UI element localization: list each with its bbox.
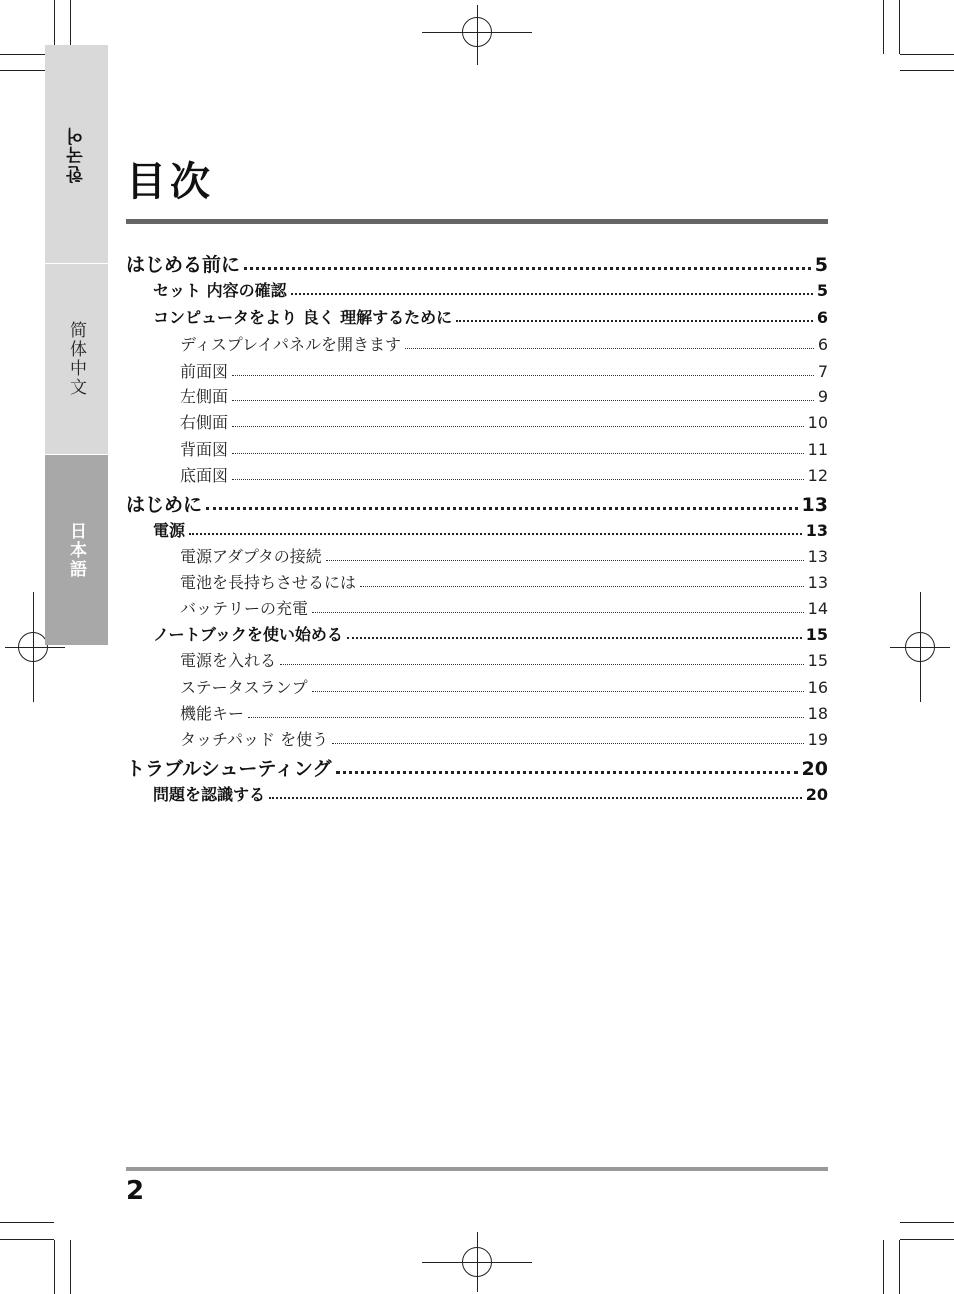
toc-entry-page: 9 bbox=[817, 387, 828, 406]
toc-entry[interactable] bbox=[126, 463, 828, 486]
toc-entry[interactable] bbox=[126, 437, 828, 460]
toc-entry-page: 13 bbox=[805, 521, 828, 540]
dot-leader bbox=[232, 479, 804, 480]
toc-entry[interactable] bbox=[126, 754, 828, 781]
toc-entry-label: 右側面 bbox=[180, 413, 229, 432]
toc-entry-label: バッテリーの充電 bbox=[180, 599, 309, 618]
dot-leader bbox=[244, 267, 811, 270]
toc-entry-page: 12 bbox=[807, 466, 828, 485]
dot-leader bbox=[312, 691, 804, 692]
dot-leader bbox=[206, 507, 798, 510]
tab-chinese[interactable] bbox=[45, 264, 108, 454]
toc-entry[interactable] bbox=[126, 490, 828, 517]
tab-korean-label: 한국어 bbox=[67, 125, 87, 183]
dot-leader bbox=[189, 533, 802, 535]
toc-entry[interactable] bbox=[126, 250, 828, 277]
dot-leader bbox=[232, 400, 814, 401]
dot-leader bbox=[332, 743, 804, 744]
tab-korean[interactable] bbox=[45, 45, 108, 263]
tab-japanese[interactable] bbox=[45, 455, 108, 645]
toc-entry-page: 16 bbox=[807, 678, 828, 697]
page-number: 2 bbox=[126, 1176, 145, 1206]
toc-entry-label: 電源 bbox=[153, 521, 186, 540]
page-title: 目次 bbox=[126, 159, 214, 205]
toc-entry[interactable] bbox=[126, 410, 828, 433]
toc-entry-page: 11 bbox=[807, 440, 828, 459]
dot-leader bbox=[280, 664, 804, 665]
tab-chinese-label: 简体中文 bbox=[66, 321, 86, 397]
tab-japanese-label: 日本語 bbox=[66, 521, 86, 579]
dot-leader bbox=[232, 375, 814, 376]
toc-entry[interactable] bbox=[126, 727, 828, 750]
toc-entry[interactable] bbox=[126, 544, 828, 567]
dot-leader bbox=[291, 293, 813, 295]
toc-entry-label: 電池を長持ちさせるには bbox=[180, 573, 357, 592]
toc-entry-label: 背面図 bbox=[180, 440, 229, 459]
toc-entry-page: 20 bbox=[805, 785, 828, 804]
dot-leader bbox=[312, 612, 804, 613]
toc-entry-page: 20 bbox=[801, 758, 828, 780]
toc-entry[interactable] bbox=[126, 596, 828, 619]
footer-divider bbox=[126, 1167, 828, 1171]
toc-entry-page: 15 bbox=[807, 651, 828, 670]
toc-entry-page: 19 bbox=[807, 730, 828, 749]
dot-leader bbox=[232, 453, 804, 454]
dot-leader bbox=[248, 717, 804, 718]
toc-entry-label: 電源を入れる bbox=[180, 651, 277, 670]
toc-entry-label: はじめに bbox=[126, 494, 203, 516]
toc-entry-label: 前面図 bbox=[180, 362, 229, 381]
toc-entry-page: 6 bbox=[816, 308, 828, 327]
toc-entry[interactable] bbox=[126, 648, 828, 671]
dot-leader bbox=[269, 797, 802, 799]
dot-leader bbox=[347, 637, 802, 639]
toc-entry[interactable] bbox=[126, 518, 828, 541]
title-divider bbox=[126, 219, 828, 224]
toc-entry[interactable] bbox=[126, 622, 828, 645]
toc-entry-page: 10 bbox=[807, 413, 828, 432]
toc-entry[interactable] bbox=[126, 305, 828, 328]
toc-entry-label: コンピュータをより 良く 理解するために bbox=[153, 308, 453, 327]
toc-entry[interactable] bbox=[126, 782, 828, 805]
toc-entry[interactable] bbox=[126, 570, 828, 593]
toc-entry-page: 6 bbox=[817, 335, 828, 354]
toc-entry-label: 左側面 bbox=[180, 387, 229, 406]
toc-entry-label: トラブルシューティング bbox=[126, 758, 332, 780]
toc-entry-page: 5 bbox=[816, 281, 828, 300]
toc-entry-label: はじめる前に bbox=[126, 254, 241, 276]
toc-entry[interactable] bbox=[126, 359, 828, 382]
toc-entry-page: 15 bbox=[805, 625, 828, 644]
toc-entry-page: 13 bbox=[807, 573, 828, 592]
toc-entry-label: 機能キー bbox=[180, 704, 245, 723]
toc-entry-page: 5 bbox=[814, 254, 828, 276]
dot-leader bbox=[336, 771, 798, 774]
toc-entry-page: 18 bbox=[807, 704, 828, 723]
toc-entry[interactable] bbox=[126, 701, 828, 724]
toc-entry-label: ノートブックを使い始める bbox=[153, 625, 343, 644]
toc-entry-label: 問題を認識する bbox=[153, 785, 266, 804]
dot-leader bbox=[456, 320, 813, 322]
toc-entry-label: ディスプレイパネルを開きます bbox=[180, 335, 401, 354]
toc-entry-page: 13 bbox=[801, 494, 828, 516]
toc-entry[interactable] bbox=[126, 675, 828, 698]
toc-entry-page: 13 bbox=[807, 547, 828, 566]
dot-leader bbox=[405, 348, 814, 349]
toc-entry-label: 電源アダプタの接続 bbox=[180, 547, 322, 566]
toc-entry[interactable] bbox=[126, 278, 828, 301]
toc-entry-label: 底面図 bbox=[180, 466, 229, 485]
toc-entry-page: 7 bbox=[817, 362, 828, 381]
toc-entry-page: 14 bbox=[807, 599, 828, 618]
toc-entry-label: タッチパッド を使う bbox=[180, 730, 329, 749]
toc-entry-label: ステータスランプ bbox=[180, 678, 308, 697]
toc-entry-label: セット 内容の確認 bbox=[153, 281, 287, 300]
toc-entry[interactable] bbox=[126, 332, 828, 355]
dot-leader bbox=[232, 426, 804, 427]
toc-entry[interactable] bbox=[126, 384, 828, 407]
dot-leader bbox=[360, 586, 804, 587]
dot-leader bbox=[326, 560, 804, 561]
